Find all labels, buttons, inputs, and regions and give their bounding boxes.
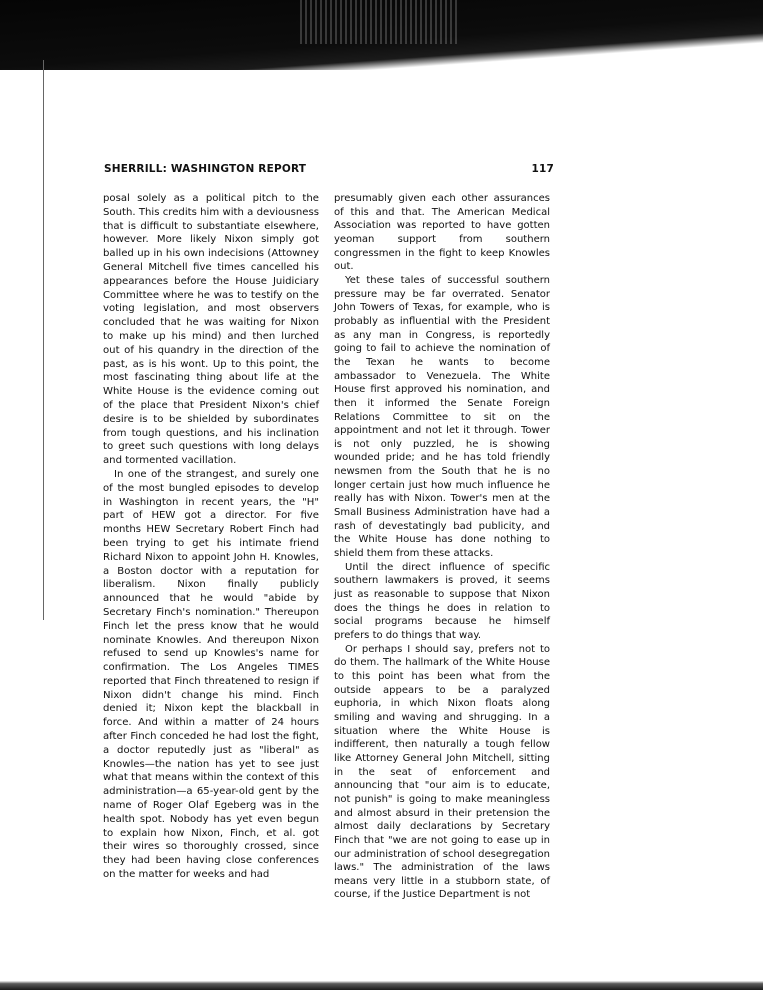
- scan-top-texture: [300, 0, 460, 44]
- page-number: 117: [531, 163, 554, 175]
- running-head: [104, 163, 554, 179]
- paragraph: Yet these tales of successful southern pressure may be far overrated. Senator John Towers of Texas, for example, who is probably as influential with the President as any man in Congress, is reportedly going to fail to achieve the nomination of the Texan he wants to become ambassador to Venezuela. The White House first approved his nomination, and then it informed the Senate Foreign Relations Committee to sit on the appointment and not let it through. Tower is not only puzzled, he is showing wounded pride; and he has told friendly newsmen from the South that he is no longer certain just how much influence he really has with Nixon. Tower's men at the Small Business Administration have had a rash of devestatingly bad publicity, and the White House has done nothing to shield them from these attacks.: [334, 274, 550, 560]
- scan-left-margin-line: [43, 60, 44, 620]
- paragraph: posal solely as a political pitch to the South. This credits him with a deviousness that is difficult to substantiate elsewhere, however. More likely Nixon simply got balled up in his own indecisions (Attowney General Mitchell five times cancelled his appearances before the House Juidiciary Committee where he was to testify on the voting legislation, and most observers concluded that he was waiting for Nixon to make up his mind) and then lurched out of his quandry in the direction of the past, as is his wont. Up to this point, the most fascinating thing about life at the White House is the evidence coming out of the place that President Nixon's chief desire is to be shielded by subordinates from tough questions, and his inclination to greet such questions with long delays and tormented vacillation.: [103, 193, 319, 467]
- paragraph: In one of the strangest, and surely one of the most bungled episodes to develop in Washington in recent years, the "H" part of HEW got a director. For five months HEW Secretary Robert Finch had been trying to get his intimate friend Richard Nixon to appoint John H. Knowles, a Boston doctor with a reputation for liberalism. Nixon finally publicly announced that he would "abide by Secretary Finch's nomination." Thereupon Finch let the press know that he would nominate Knowles. And thereupon Nixon refused to send up Knowles's name for confirmation. The Los Angeles TIMES reported that Finch threatened to resign if Nixon didn't change his mind. Finch denied it; Nixon kept the blackball in force. And within a matter of 24 hours after Finch conceded he had lost the fight, a doctor reputedly just as "liberal" as Knowles—the nation has yet to see just what that means within the context of this administration—a 65-year-old gent by the name of Roger Olaf Egeberg was in the health spot. Nobody has yet even begun to explain how Nixon, Finch, et al. got their wires so thoroughly crossed, since they had been having close conferences on the matter for weeks and had: [103, 468, 319, 881]
- paragraph: Or perhaps I should say, prefers not to do them. The hallmark of the White House to this point has been what from the outside appears to be a paralyzed euphoria, in which Nixon floats along smiling and waving and shrugging. In a situation where the White House is indifferent, then naturally a tough fellow like Attorney General John Mitchell, sitting in the seat of enforcement and announcing that "our aim is to educate, not punish" is going to make meaningless and almost absurd in their pretension the almost daily declarations by Secretary Finch that "we are not going to ease up in our administration of school desegregation laws." The administration of the laws means very little in a stubborn state, of course, if the Justice Department is not: [334, 643, 550, 901]
- scan-bottom-edge: [0, 981, 763, 990]
- paragraph: Until the direct influence of specific southern lawmakers is proved, it seems just as reasonable to suppose that Nixon does the things he does in relation to social programs because he himself prefers to do things that way.: [334, 561, 550, 641]
- left-column: [103, 192, 319, 882]
- paragraph: presumably given each other assurances of this and that. The American Medical Association was reported to have gotten yeoman support from southern congressmen in the fight to keep Knowles out.: [334, 193, 550, 273]
- right-column: [334, 192, 550, 902]
- running-head-title: SHERRILL: WASHINGTON REPORT: [104, 163, 307, 175]
